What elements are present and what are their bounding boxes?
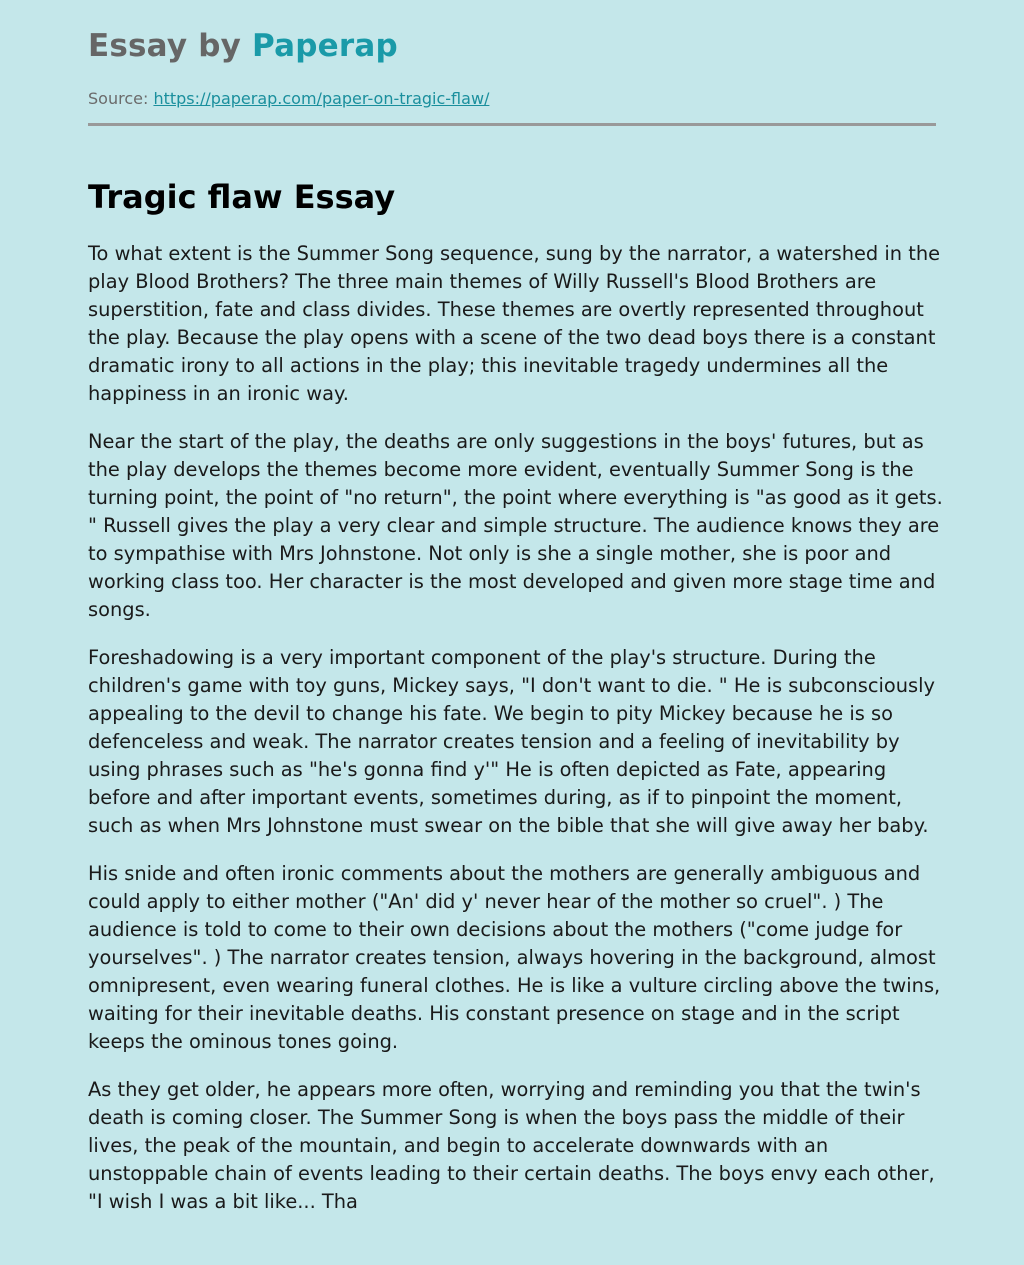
site-brand[interactable] xyxy=(88,28,398,64)
header-divider xyxy=(88,123,936,126)
source-line xyxy=(88,89,489,108)
source-label: Source: xyxy=(88,89,149,108)
paragraph: His snide and often ironic comments about the mothers are generally ambiguous and could apply to either mother ("An' did y' never hear of the mother so cruel". ) The audience is told to come to their own decisions about the mothers ("come judge for yourselves". ) The narrator creates tension, always hovering in the background, almost omnipresent, even wearing funeral clothes. He is like a vulture circling above the twins, waiting for their inevitable deaths. His constant presence on stage and in the script keeps the ominous tones going. xyxy=(88,862,941,1053)
source-link[interactable]: https://paperap.com/paper-on-tragic-flaw/ xyxy=(153,89,490,108)
paragraph: To what extent is the Summer Song sequence, sung by the narrator, a watershed in the play Blood Brothers? The three main themes of Willy Russell's Blood Brothers are superstition, fate and class divides. These themes are overtly represented throughout the play. Because the play opens with a scene of the two dead boys there is a constant dramatic irony to all actions in the play; this inevitable tragedy undermines all the happiness in an ironic way. xyxy=(88,242,941,405)
paragraph: As they get older, he appears more often, worrying and reminding you that the twin's death is coming closer. The Summer Song is when the boys pass the middle of their lives, the peak of the mountain, and begin to accelerate downwards with an unstoppable chain of events leading to their certain deaths. The boys envy each other, "I wish I was a bit like... Tha xyxy=(88,1078,935,1213)
paragraph: Foreshadowing is a very important component of the play's structure. During the children's game with toy guns, Mickey says, "I don't want to die. " He is subconsciously appealing to the devil to change his fate. We begin to pity Mickey because he is so defenceless and weak. The narrator creates tension and a feeling of inevitability by using phrases such as "he's gonna find y'" He is often depicted as Fate, appearing before and after important events, sometimes during, as if to pinpoint the moment, such as when Mrs Johnstone must swear on the bible that she will give away her baby. xyxy=(88,646,936,837)
brand-name: Paperap xyxy=(252,28,398,64)
brand-prefix: Essay by xyxy=(88,28,253,64)
article-title: Tragic flaw Essay xyxy=(88,178,396,216)
article-body xyxy=(88,240,948,1236)
paragraph: Near the start of the play, the deaths are only suggestions in the boys' futures, but as the play develops the themes become more evident, eventually Summer Song is the turning point, the point of "no return", the point where everything is "as good as it gets. " Russell gives the play a very clear and simple structure. The audience knows they are to sympathise with Mrs Johnstone. Not only is she a single mother, she is poor and working class too. Her character is the most developed and given more stage time and songs. xyxy=(88,430,943,621)
